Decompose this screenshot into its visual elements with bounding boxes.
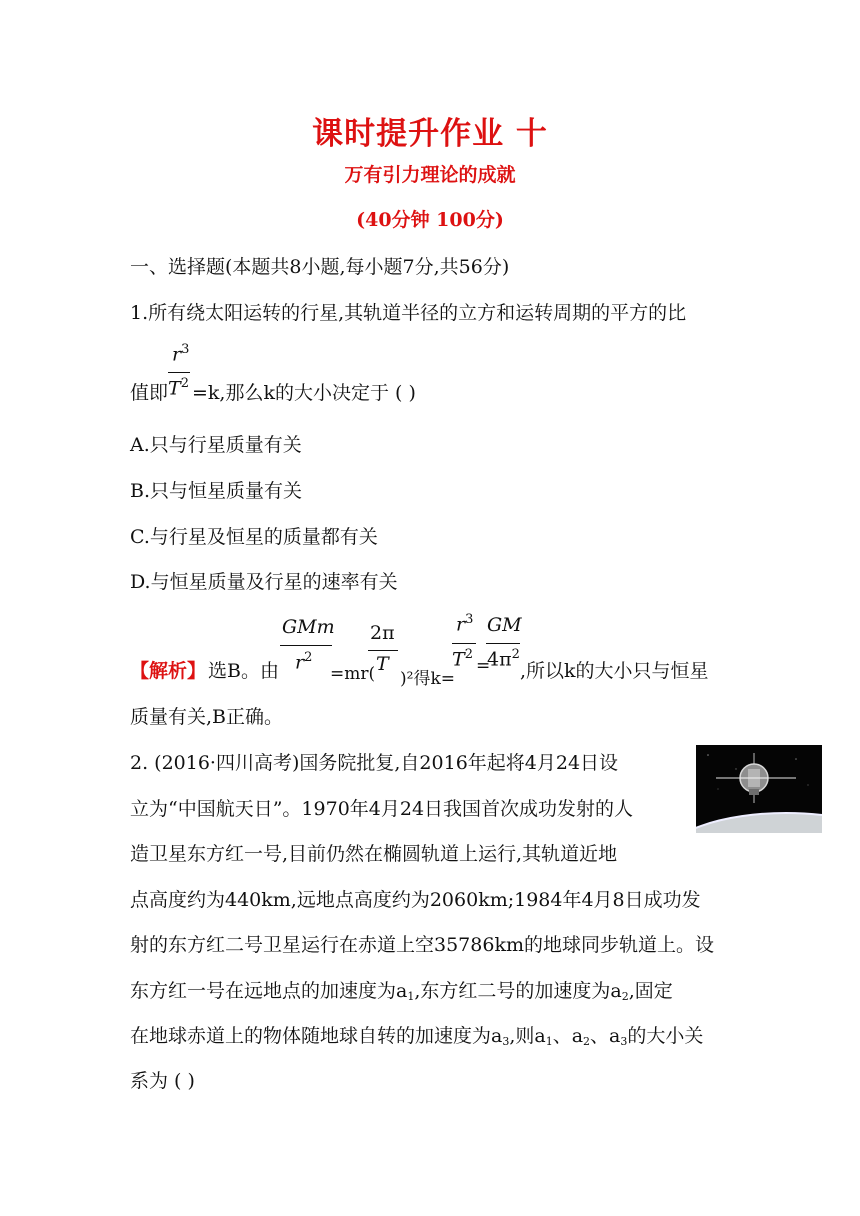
- f1-numerator: GMm: [282, 616, 335, 638]
- f1-denominator: $r^2$: [295, 650, 313, 674]
- q2-line7: 在地球赤道上的物体随地球自转的加速度为$a_3$,则$a_1$、$a_2$、$a_3$的大小关: [130, 1025, 704, 1048]
- f4-numerator: GM: [487, 614, 522, 636]
- q1-option-d: D.与恒星质量及行星的速率有关: [130, 571, 398, 593]
- section-heading: 一、选择题(本题共8小题,每小题7分,共56分): [130, 256, 510, 278]
- q1-frac-denominator: $T^2$: [168, 376, 189, 400]
- f4-denominator: $4\pi^2$: [487, 647, 520, 671]
- q2-line3: 造卫星东方红一号,目前仍然在椭圆轨道上运行,其轨道近地: [130, 843, 618, 865]
- q2-line8: 系为 ( ): [130, 1070, 195, 1092]
- q1-option-c: C.与行星及恒星的质量都有关: [130, 526, 378, 548]
- q2-line4: 点高度约为440km,远地点高度约为2060km;1984年4月8日成功发: [130, 889, 701, 911]
- q2-line1: 2. (2016·四川高考)国务院批复,自2016年起将4月24日设: [130, 752, 619, 774]
- satellite-image: [696, 745, 822, 833]
- q1-stem-prefix: 值即: [130, 382, 169, 404]
- q2-line5: 射的东方红二号卫星运行在赤道上空35786km的地球同步轨道上。设: [130, 934, 714, 956]
- f2-numerator: 2π: [370, 622, 395, 644]
- analysis-tag: 【解析】: [130, 660, 207, 682]
- analysis-tail: ,所以k的大小只与恒星: [520, 660, 709, 682]
- f4-bar: [486, 643, 520, 644]
- f3-numerator: $r^3$: [456, 612, 474, 636]
- q1-frac-bar: [168, 372, 190, 373]
- analysis-sq: )²得k=: [400, 669, 455, 689]
- f3-denominator: $T^2$: [452, 647, 473, 671]
- q1-option-a: A.只与行星质量有关: [130, 434, 302, 456]
- q2-line6: 东方红一号在远地点的加速度为$a_1$,东方红二号的加速度为$a_2$,固定: [130, 980, 673, 1003]
- time-score: (40分钟 100分): [356, 209, 504, 231]
- analysis-eq: =: [476, 656, 491, 676]
- q1-option-b: B.只与恒星质量有关: [130, 480, 303, 502]
- q1-frac-numerator: $r^3$: [172, 342, 190, 366]
- f1-bar: [280, 645, 332, 646]
- f2-bar: [368, 650, 398, 651]
- q1-stem-suffix: =k,那么k的大小决定于 ( ): [192, 382, 416, 404]
- q2-line2: 立为“中国航天日”。1970年4月24日我国首次成功发射的人: [130, 798, 634, 820]
- page-title: 课时提升作业 十: [312, 116, 548, 152]
- f3-bar: [452, 643, 476, 644]
- page-subtitle: 万有引力理论的成就: [344, 164, 516, 186]
- f2-denominator: T: [376, 653, 389, 675]
- analysis-mid: =mr(: [330, 664, 376, 684]
- analysis-text-1: 选B。由: [208, 660, 279, 682]
- q1-stem-line1: 1.所有绕太阳运转的行星,其轨道半径的立方和运转周期的平方的比: [130, 302, 687, 324]
- analysis-line2: 质量有关,B正确。: [130, 706, 284, 728]
